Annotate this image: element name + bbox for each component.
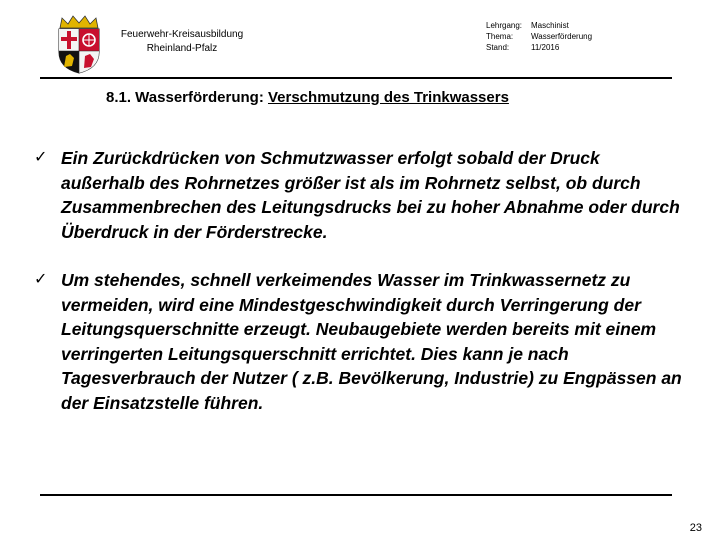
footer-divider [40,494,672,496]
meta-value: 11/2016 [531,43,560,52]
heading-topic: Verschmutzung des Trinkwassers [267,89,509,106]
bullet-text: Ein Zurückdrücken von Schmutzwasser erfolgt sobald der Druck außerhalb des Rohrnetzes größer ist als im Rohrnetz selbst, ob durch Zusammenbrechen des Leitungsdrucks bei zu hoher Abnahme oder durch Überdruck in der Förderstrecke. [61,148,680,242]
meta-row-course [486,20,592,31]
meta-row-topic [486,31,592,42]
checkmark-icon: ✓ [34,149,48,166]
coat-of-arms-icon [52,14,106,74]
bullet-item [34,146,684,244]
meta-key: Stand: [486,43,510,52]
meta-key: Lehrgang: [486,21,523,30]
slide-heading [106,89,509,106]
meta-value: Maschinist [531,21,569,30]
organization-name [112,28,252,56]
page-number: 23 [689,522,702,534]
meta-key: Thema: [486,32,514,41]
meta-row-date [486,42,592,53]
org-line-1: Feuerwehr-Kreisausbildung [120,29,244,40]
bullet-item [34,268,684,415]
org-line-2: Rheinland-Pfalz [146,43,218,54]
checkmark-icon: ✓ [34,271,48,288]
meta-value: Wasserförderung [531,32,593,41]
header-divider [40,77,672,79]
heading-prefix: 8.1. Wasserförderung: [106,89,268,106]
bullet-text: Um stehendes, schnell verkeimendes Wasser im Trinkwassernetz zu vermeiden, wird eine Mindestgeschwindigkeit durch Verringerung der Leitungsquerschnitte erzeugt. Neubaugebiete werden bereits mit einem verringerten Leitungsquerschnitt errichtet. Dies kann je nach Tagesverbrauch der Nutzer ( z.B. Bevölkerung, Industrie) zu Engpässen an der Einsatzstelle führen. [61,270,682,413]
slide-meta [486,20,592,53]
